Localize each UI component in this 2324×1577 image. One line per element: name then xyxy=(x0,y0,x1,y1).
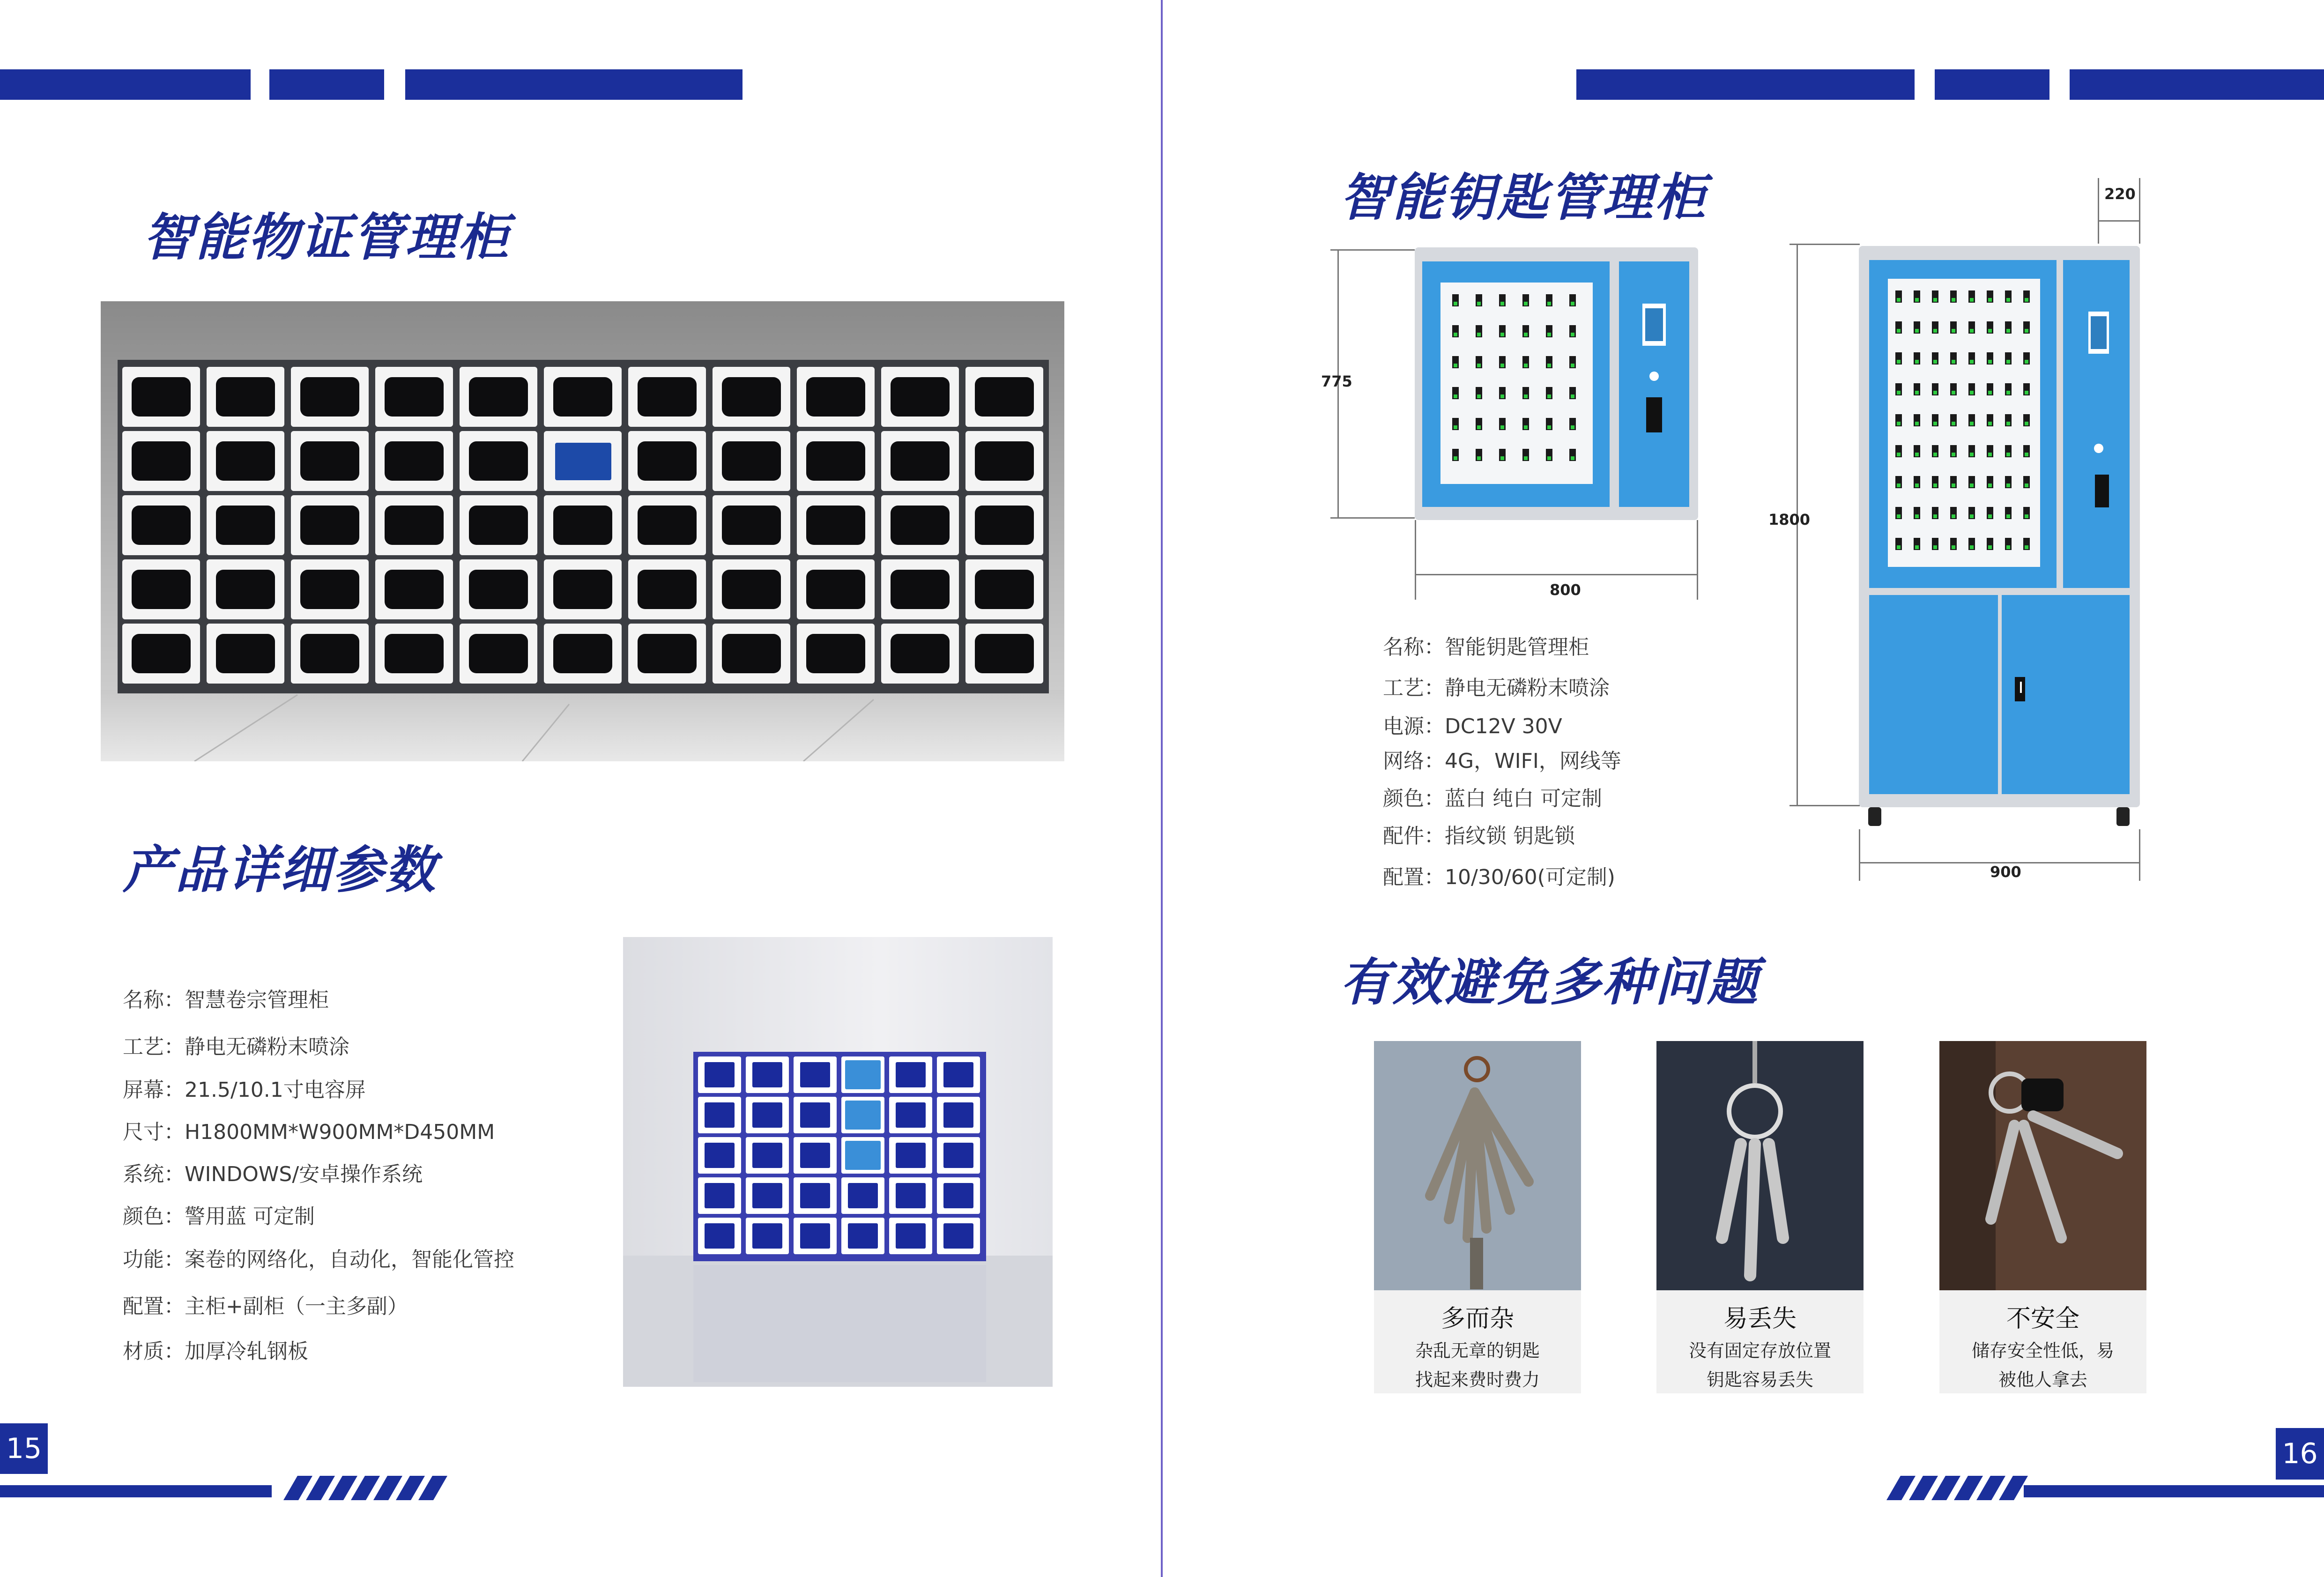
spec-color: 颜色：警用蓝 可定制 xyxy=(123,1205,315,1228)
dim-large-height: 1800 xyxy=(1768,511,1811,528)
spec-function: 功能：案卷的网络化，自动化，智能化管控 xyxy=(123,1248,514,1272)
dim-line-large-depth xyxy=(2098,220,2140,222)
card-desc: 没有固定存放位置 钥匙容易丢失 xyxy=(1688,1340,1831,1390)
lost-keys-photo xyxy=(1656,1041,1864,1290)
small-key-cabinet xyxy=(1415,247,1698,520)
spec-config: 配置：主柜+副柜（一主多副） xyxy=(123,1294,408,1318)
header-bar-4 xyxy=(1576,69,1915,100)
dim-tick-depth-left xyxy=(2098,178,2099,244)
dim-tick-small-top xyxy=(1330,249,1415,251)
spec-system: 系统：WINDOWS/安卓操作系统 xyxy=(123,1162,423,1186)
left-footer-bar xyxy=(0,1485,272,1497)
dim-tick-large-left xyxy=(1859,829,1860,881)
spec-screen: 屏幕：21.5/10.1寸电容屏 xyxy=(123,1078,366,1102)
messy-keys-photo xyxy=(1374,1041,1581,1290)
key-spec-config: 配置：10/30/60(可定制) xyxy=(1383,865,1615,889)
archive-cabinet-photo xyxy=(623,937,1053,1387)
page-number-right: 16 xyxy=(2276,1428,2324,1480)
key-spec-color: 颜色：蓝白 纯白 可定制 xyxy=(1383,787,1602,811)
header-bar-5 xyxy=(1935,69,2049,100)
spec-material: 材质：加厚冷轧钢板 xyxy=(123,1339,308,1363)
params-title: 产品详细参数 xyxy=(123,841,438,900)
dim-large-depth: 220 xyxy=(2104,185,2136,203)
header-bar-6 xyxy=(2070,69,2324,100)
right-footer-bar xyxy=(2024,1485,2324,1497)
dim-line-small-width xyxy=(1415,574,1698,575)
problem-card-lost xyxy=(1656,1041,1864,1393)
dim-tick-large-right xyxy=(2139,829,2140,881)
spec-size: 尺寸：H1800MM*W900MM*D450MM xyxy=(123,1120,495,1144)
key-spec-name: 名称：智能钥匙管理柜 xyxy=(1383,635,1589,659)
card-title: 易丢失 xyxy=(1723,1305,1797,1333)
key-spec-network: 网络：4G，WIFI，网线等 xyxy=(1383,749,1621,773)
key-spec-process: 工艺：静电无磷粉末喷涂 xyxy=(1383,676,1610,700)
dim-small-width: 800 xyxy=(1550,581,1581,599)
card-title: 多而杂 xyxy=(1440,1305,1514,1333)
spec-name: 名称：智慧卷宗管理柜 xyxy=(123,988,329,1012)
spec-process: 工艺：静电无磷粉末喷涂 xyxy=(123,1035,349,1059)
dim-tick-small-right xyxy=(1697,520,1698,600)
problem-card-unsafe xyxy=(1939,1041,2146,1393)
card-desc: 杂乱无章的钥匙 找起来费时费力 xyxy=(1415,1340,1540,1390)
page-title-key-cabinet: 智能钥匙管理柜 xyxy=(1340,169,1708,227)
dim-large-width: 900 xyxy=(1990,863,2021,881)
page-number-left: 15 xyxy=(0,1423,48,1474)
key-spec-parts: 配件：指纹锁 钥匙锁 xyxy=(1383,824,1575,848)
dim-tick-large-bottom xyxy=(1789,805,1860,806)
dim-tick-large-top xyxy=(1789,244,1860,245)
card-desc: 储存安全性低，易 被他人拿去 xyxy=(1971,1340,2114,1390)
page-title-evidence-cabinet: 智能物证管理柜 xyxy=(143,208,511,267)
card-title: 不安全 xyxy=(2006,1305,2079,1333)
problem-card-messy xyxy=(1374,1041,1581,1393)
unsafe-keys-photo xyxy=(1939,1041,2146,1290)
dim-tick-small-left xyxy=(1415,520,1416,600)
problems-title: 有效避免多种问题 xyxy=(1340,953,1760,1012)
header-bar-3 xyxy=(405,69,742,100)
header-bar-2 xyxy=(269,69,384,100)
key-spec-power: 电源：DC12V 30V xyxy=(1383,714,1562,738)
evidence-cabinet-photo xyxy=(101,301,1064,761)
dim-small-height: 775 xyxy=(1321,372,1352,390)
dim-tick-small-bottom xyxy=(1330,517,1415,519)
dim-tick-depth-right xyxy=(2139,178,2140,244)
large-key-cabinet xyxy=(1859,246,2140,834)
page-divider xyxy=(1161,0,1163,1577)
header-bar-1 xyxy=(0,69,251,100)
